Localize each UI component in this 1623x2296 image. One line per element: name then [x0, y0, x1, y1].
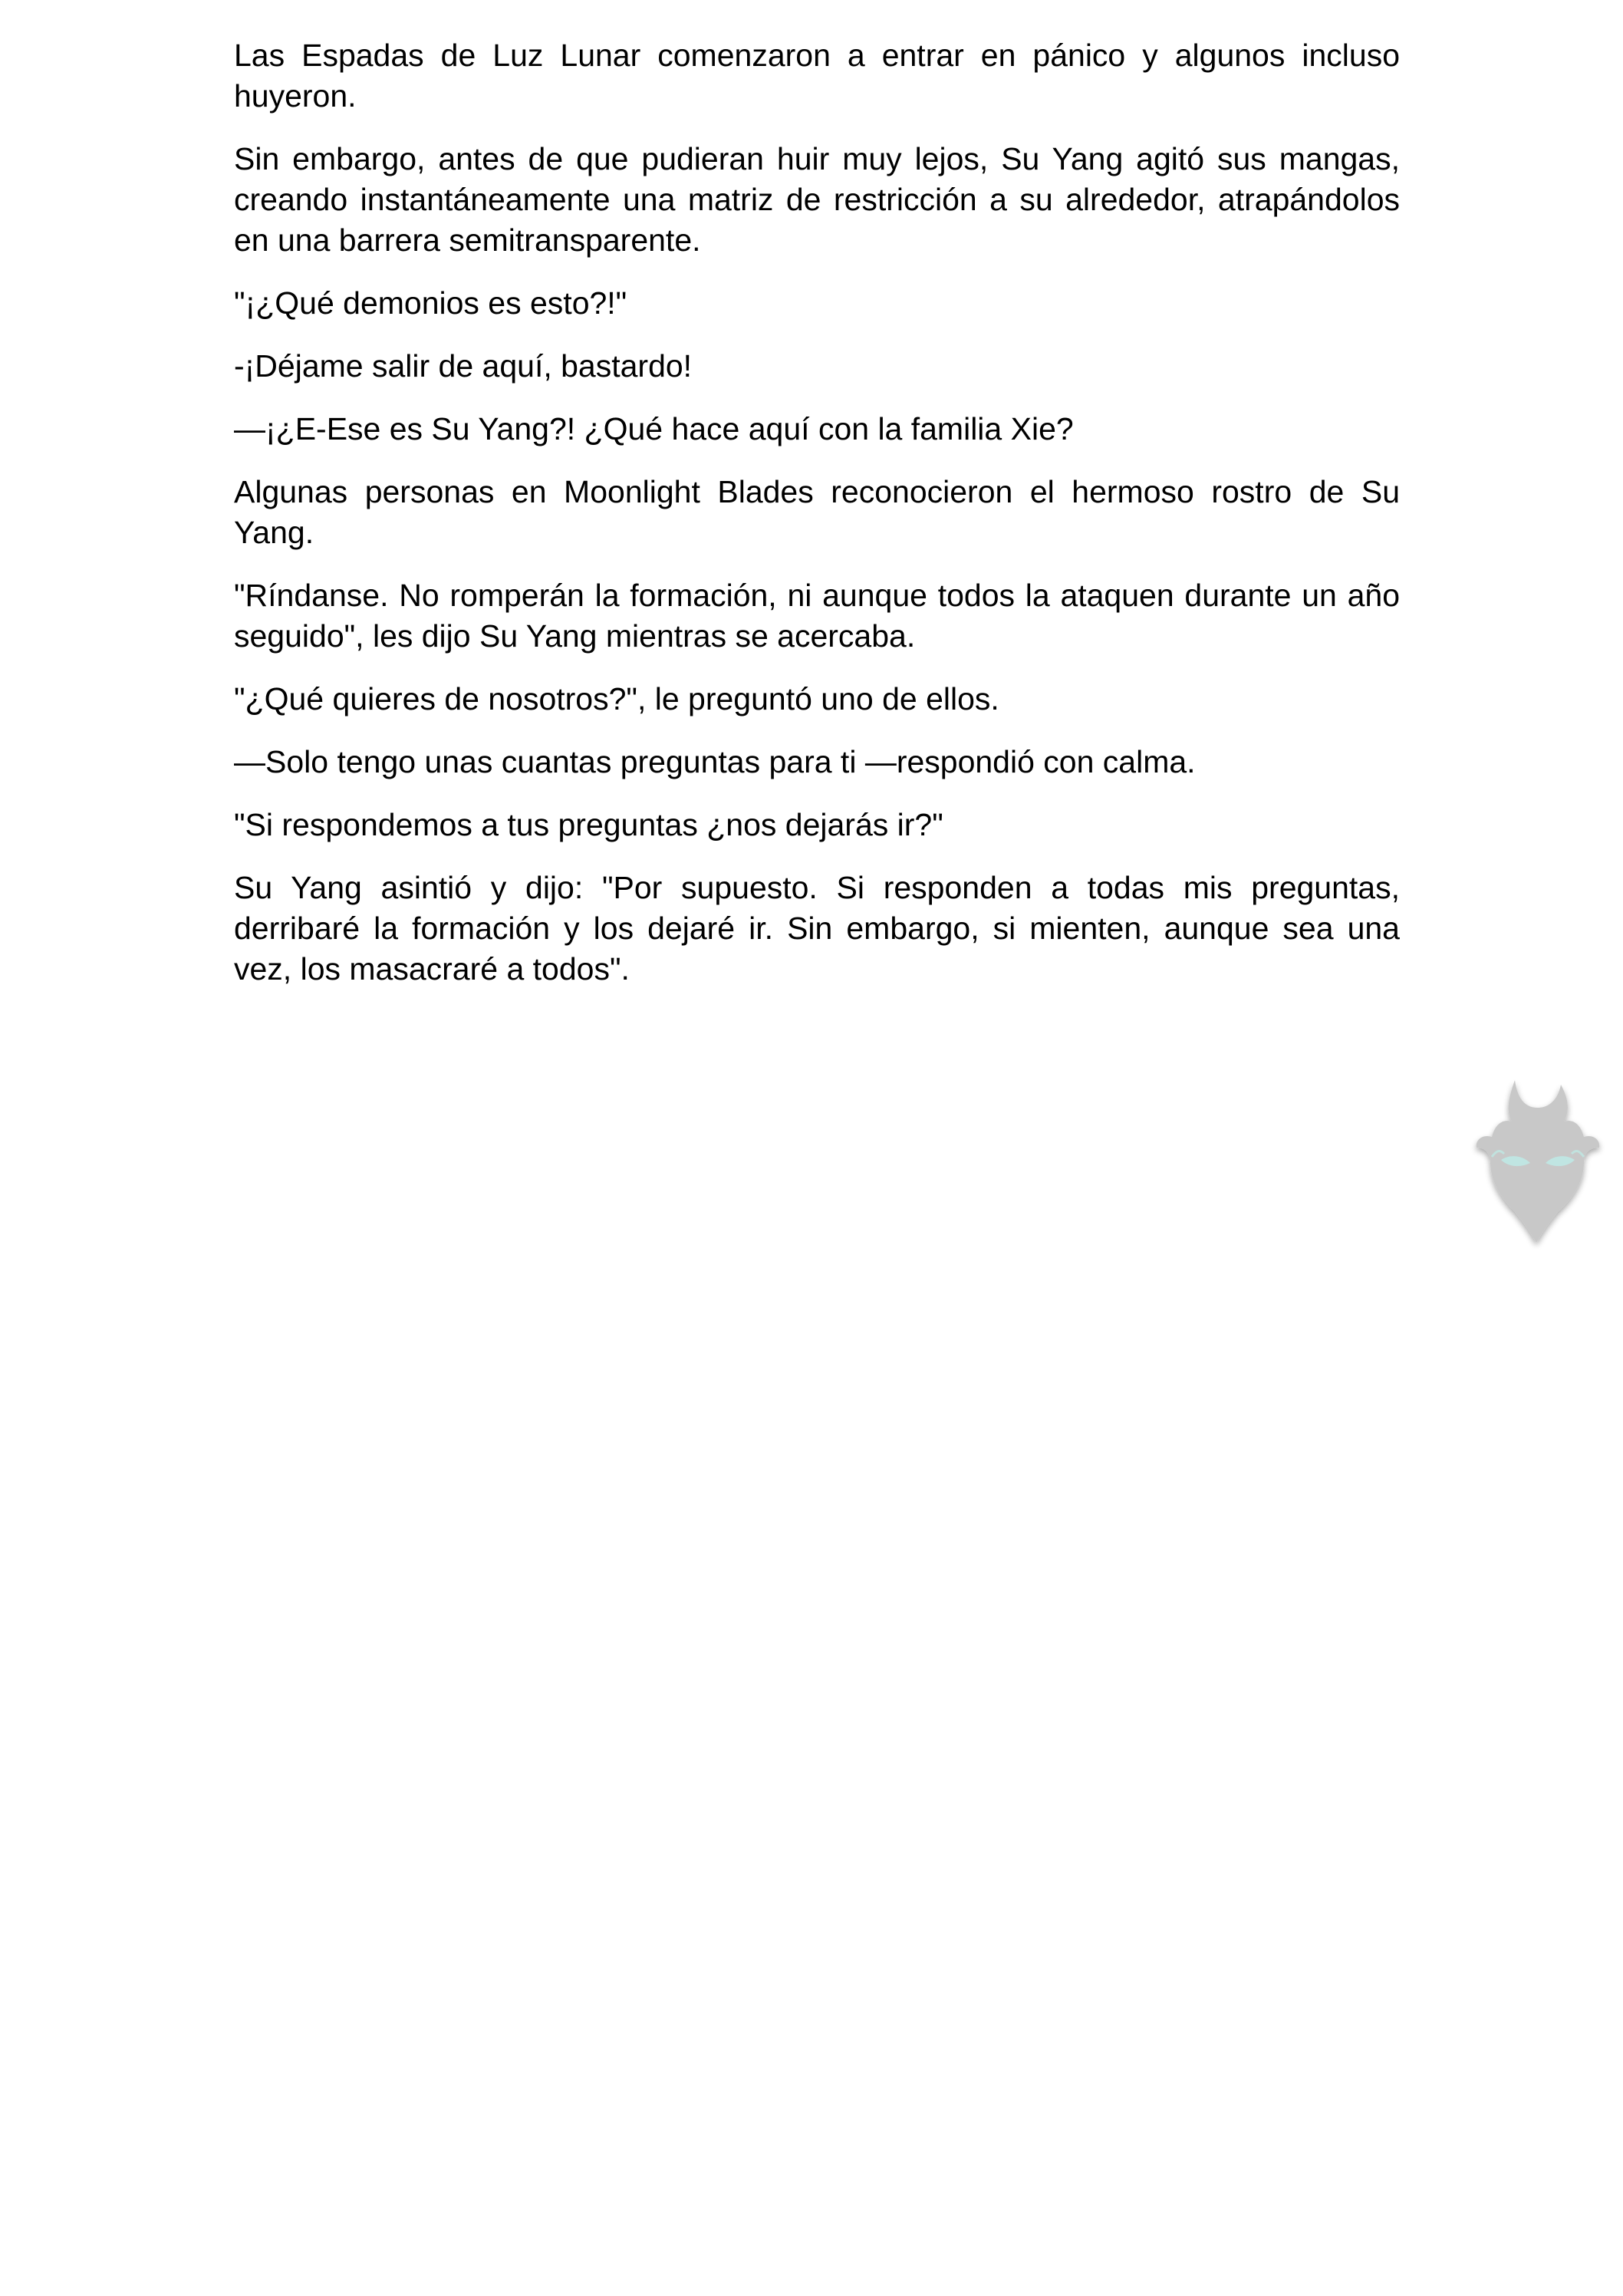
demon-head-icon [1461, 1074, 1615, 1250]
paragraph: Sin embargo, antes de que pudieran huir muy lejos, Su Yang agitó sus mangas, creando instantáneamente una matriz de restricción a su alrededor, atrapándolos en una barrera semitransparente. [234, 141, 1400, 258]
body-text [234, 35, 1400, 1012]
paragraph: —¡¿E-Ese es Su Yang?! ¿Qué hace aquí con la familia Xie? [234, 411, 1074, 446]
paragraph: "Si respondemos a tus preguntas ¿nos dejarás ir?" [234, 807, 943, 842]
paragraph: —Solo tengo unas cuantas preguntas para ti —respondió con calma. [234, 744, 1196, 779]
paragraph: Las Espadas de Luz Lunar comenzaron a entrar en pánico y algunos incluso huyeron. [234, 38, 1400, 114]
paragraph: "¡¿Qué demonios es esto?!" [234, 285, 627, 321]
paragraph: "¿Qué quieres de nosotros?", le preguntó uno de ellos. [234, 681, 999, 716]
paragraph: Su Yang asintió y dijo: "Por supuesto. Si responden a todas mis preguntas, derribaré la formación y los dejaré ir. Sin embargo, si mienten, aunque sea una vez, los masacraré a todos". [234, 870, 1400, 987]
paragraph: -¡Déjame salir de aquí, bastardo! [234, 348, 693, 384]
paragraph: Algunas personas en Moonlight Blades reconocieron el hermoso rostro de Su Yang. [234, 474, 1400, 550]
paragraph: "Ríndanse. No romperán la formación, ni aunque todos la ataquen durante un año seguido", les dijo Su Yang mientras se acercaba. [234, 578, 1400, 654]
